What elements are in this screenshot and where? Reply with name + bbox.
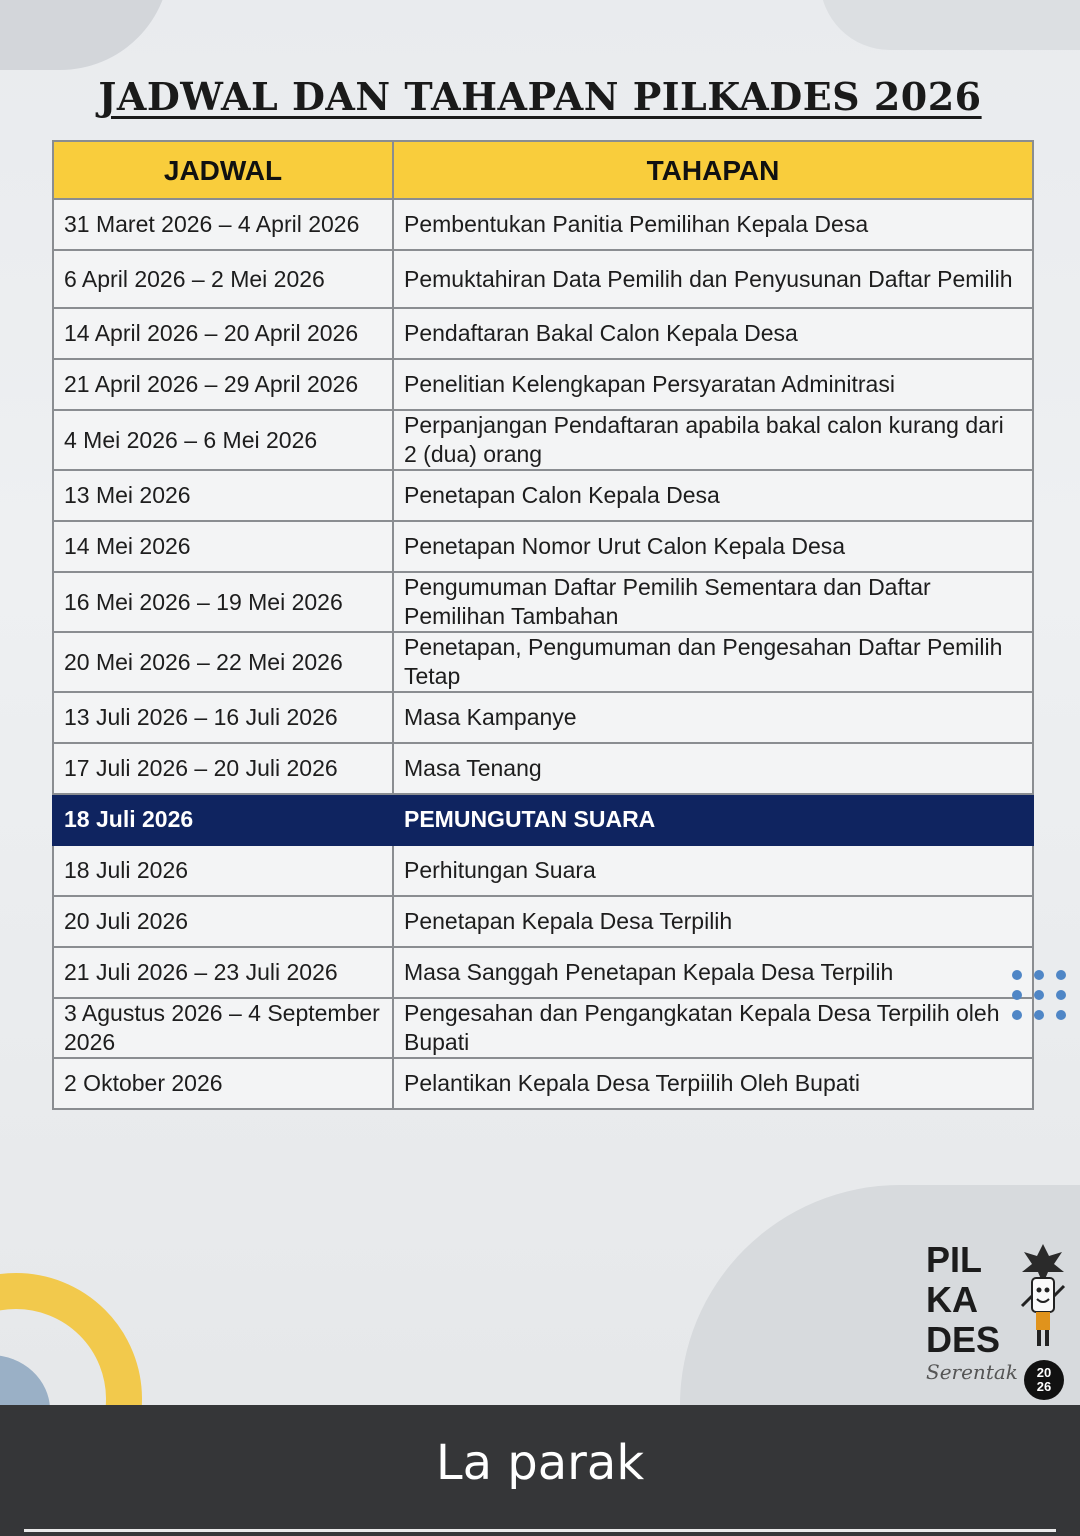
tahapan-cell: Pembentukan Panitia Pemilihan Kepala Desa [393,199,1033,250]
tahapan-cell: Masa Tenang [393,743,1033,794]
jadwal-cell: 16 Mei 2026 – 19 Mei 2026 [53,572,393,632]
year-badge: 20 26 [1024,1360,1064,1400]
jadwal-cell: 13 Juli 2026 – 16 Juli 2026 [53,692,393,743]
dot-grid-decoration [1010,968,1070,1024]
table-row [53,692,1033,743]
tahapan-cell: Pengumuman Daftar Pemilih Sementara dan Daftar Pemilihan Tambahan [393,572,1033,632]
highlighted-row [53,794,1033,845]
jadwal-cell: 31 Maret 2026 – 4 April 2026 [53,199,393,250]
jadwal-cell: 14 Mei 2026 [53,521,393,572]
poster-title: JADWAL DAN TAHAPAN PILKADES 2026 [98,74,982,119]
jadwal-cell: 20 Mei 2026 – 22 Mei 2026 [53,632,393,692]
jadwal-cell: 20 Juli 2026 [53,896,393,947]
tahapan-cell: Penetapan Kepala Desa Terpilih [393,896,1033,947]
tahapan-cell: Penetapan Nomor Urut Calon Kepala Desa [393,521,1033,572]
jadwal-cell: 13 Mei 2026 [53,470,393,521]
table-row [53,359,1033,410]
header-tahapan: TAHAPAN [393,141,1033,199]
jadwal-cell: 2 Oktober 2026 [53,1058,393,1109]
tahapan-cell: Penetapan, Pengumuman dan Pengesahan Daftar Pemilih Tetap [393,632,1033,692]
schedule-table [52,140,1034,1110]
tahapan-cell: Pendaftaran Bakal Calon Kepala Desa [393,308,1033,359]
table-row [53,947,1033,998]
table-row [53,308,1033,359]
caption-bar [0,1405,1080,1536]
jadwal-cell: 17 Juli 2026 – 20 Juli 2026 [53,743,393,794]
tahapan-cell: Perpanjangan Pendaftaran apabila bakal calon kurang dari 2 (dua) orang [393,410,1033,470]
table-row [53,743,1033,794]
table-row [53,199,1033,250]
table-row [53,410,1033,470]
table-row [53,632,1033,692]
tahapan-cell: Penelitian Kelengkapan Persyaratan Adminitrasi [393,359,1033,410]
tahapan-cell: PEMUNGUTAN SUARA [393,794,1033,845]
table-header-row [53,141,1033,199]
progress-line [24,1529,1056,1532]
jadwal-cell: 18 Juli 2026 [53,794,393,845]
jadwal-cell: 21 Juli 2026 – 23 Juli 2026 [53,947,393,998]
pilkades-logo: PIL KA DES Serentak 20 26 [926,1240,1076,1400]
tahapan-cell: Penetapan Calon Kepala Desa [393,470,1033,521]
jadwal-cell: 3 Agustus 2026 – 4 September 2026 [53,998,393,1058]
jadwal-cell: 6 April 2026 – 2 Mei 2026 [53,250,393,308]
caption-text: La parak [435,1435,645,1491]
header-jadwal: JADWAL [53,141,393,199]
tahapan-cell: Masa Sanggah Penetapan Kepala Desa Terpilih [393,947,1033,998]
decorative-shape [820,0,1080,50]
table-row [53,998,1033,1058]
tahapan-cell: Pelantikan Kepala Desa Terpiilih Oleh Bupati [393,1058,1033,1109]
tahapan-cell: Perhitungan Suara [393,845,1033,896]
jadwal-cell: 21 April 2026 – 29 April 2026 [53,359,393,410]
decorative-shape [0,0,170,70]
table-row [53,470,1033,521]
table-row [53,845,1033,896]
jadwal-cell: 18 Juli 2026 [53,845,393,896]
mascot-icon [1018,1242,1068,1352]
tahapan-cell: Pemuktahiran Data Pemilih dan Penyusunan Daftar Pemilih [393,250,1033,308]
jadwal-cell: 14 April 2026 – 20 April 2026 [53,308,393,359]
table-row [53,521,1033,572]
table-row [53,896,1033,947]
tahapan-cell: Pengesahan dan Pengangkatan Kepala Desa Terpilih oleh Bupati [393,998,1033,1058]
table-row [53,1058,1033,1109]
table-row [53,572,1033,632]
tahapan-cell: Masa Kampanye [393,692,1033,743]
table-row [53,250,1033,308]
jadwal-cell: 4 Mei 2026 – 6 Mei 2026 [53,410,393,470]
